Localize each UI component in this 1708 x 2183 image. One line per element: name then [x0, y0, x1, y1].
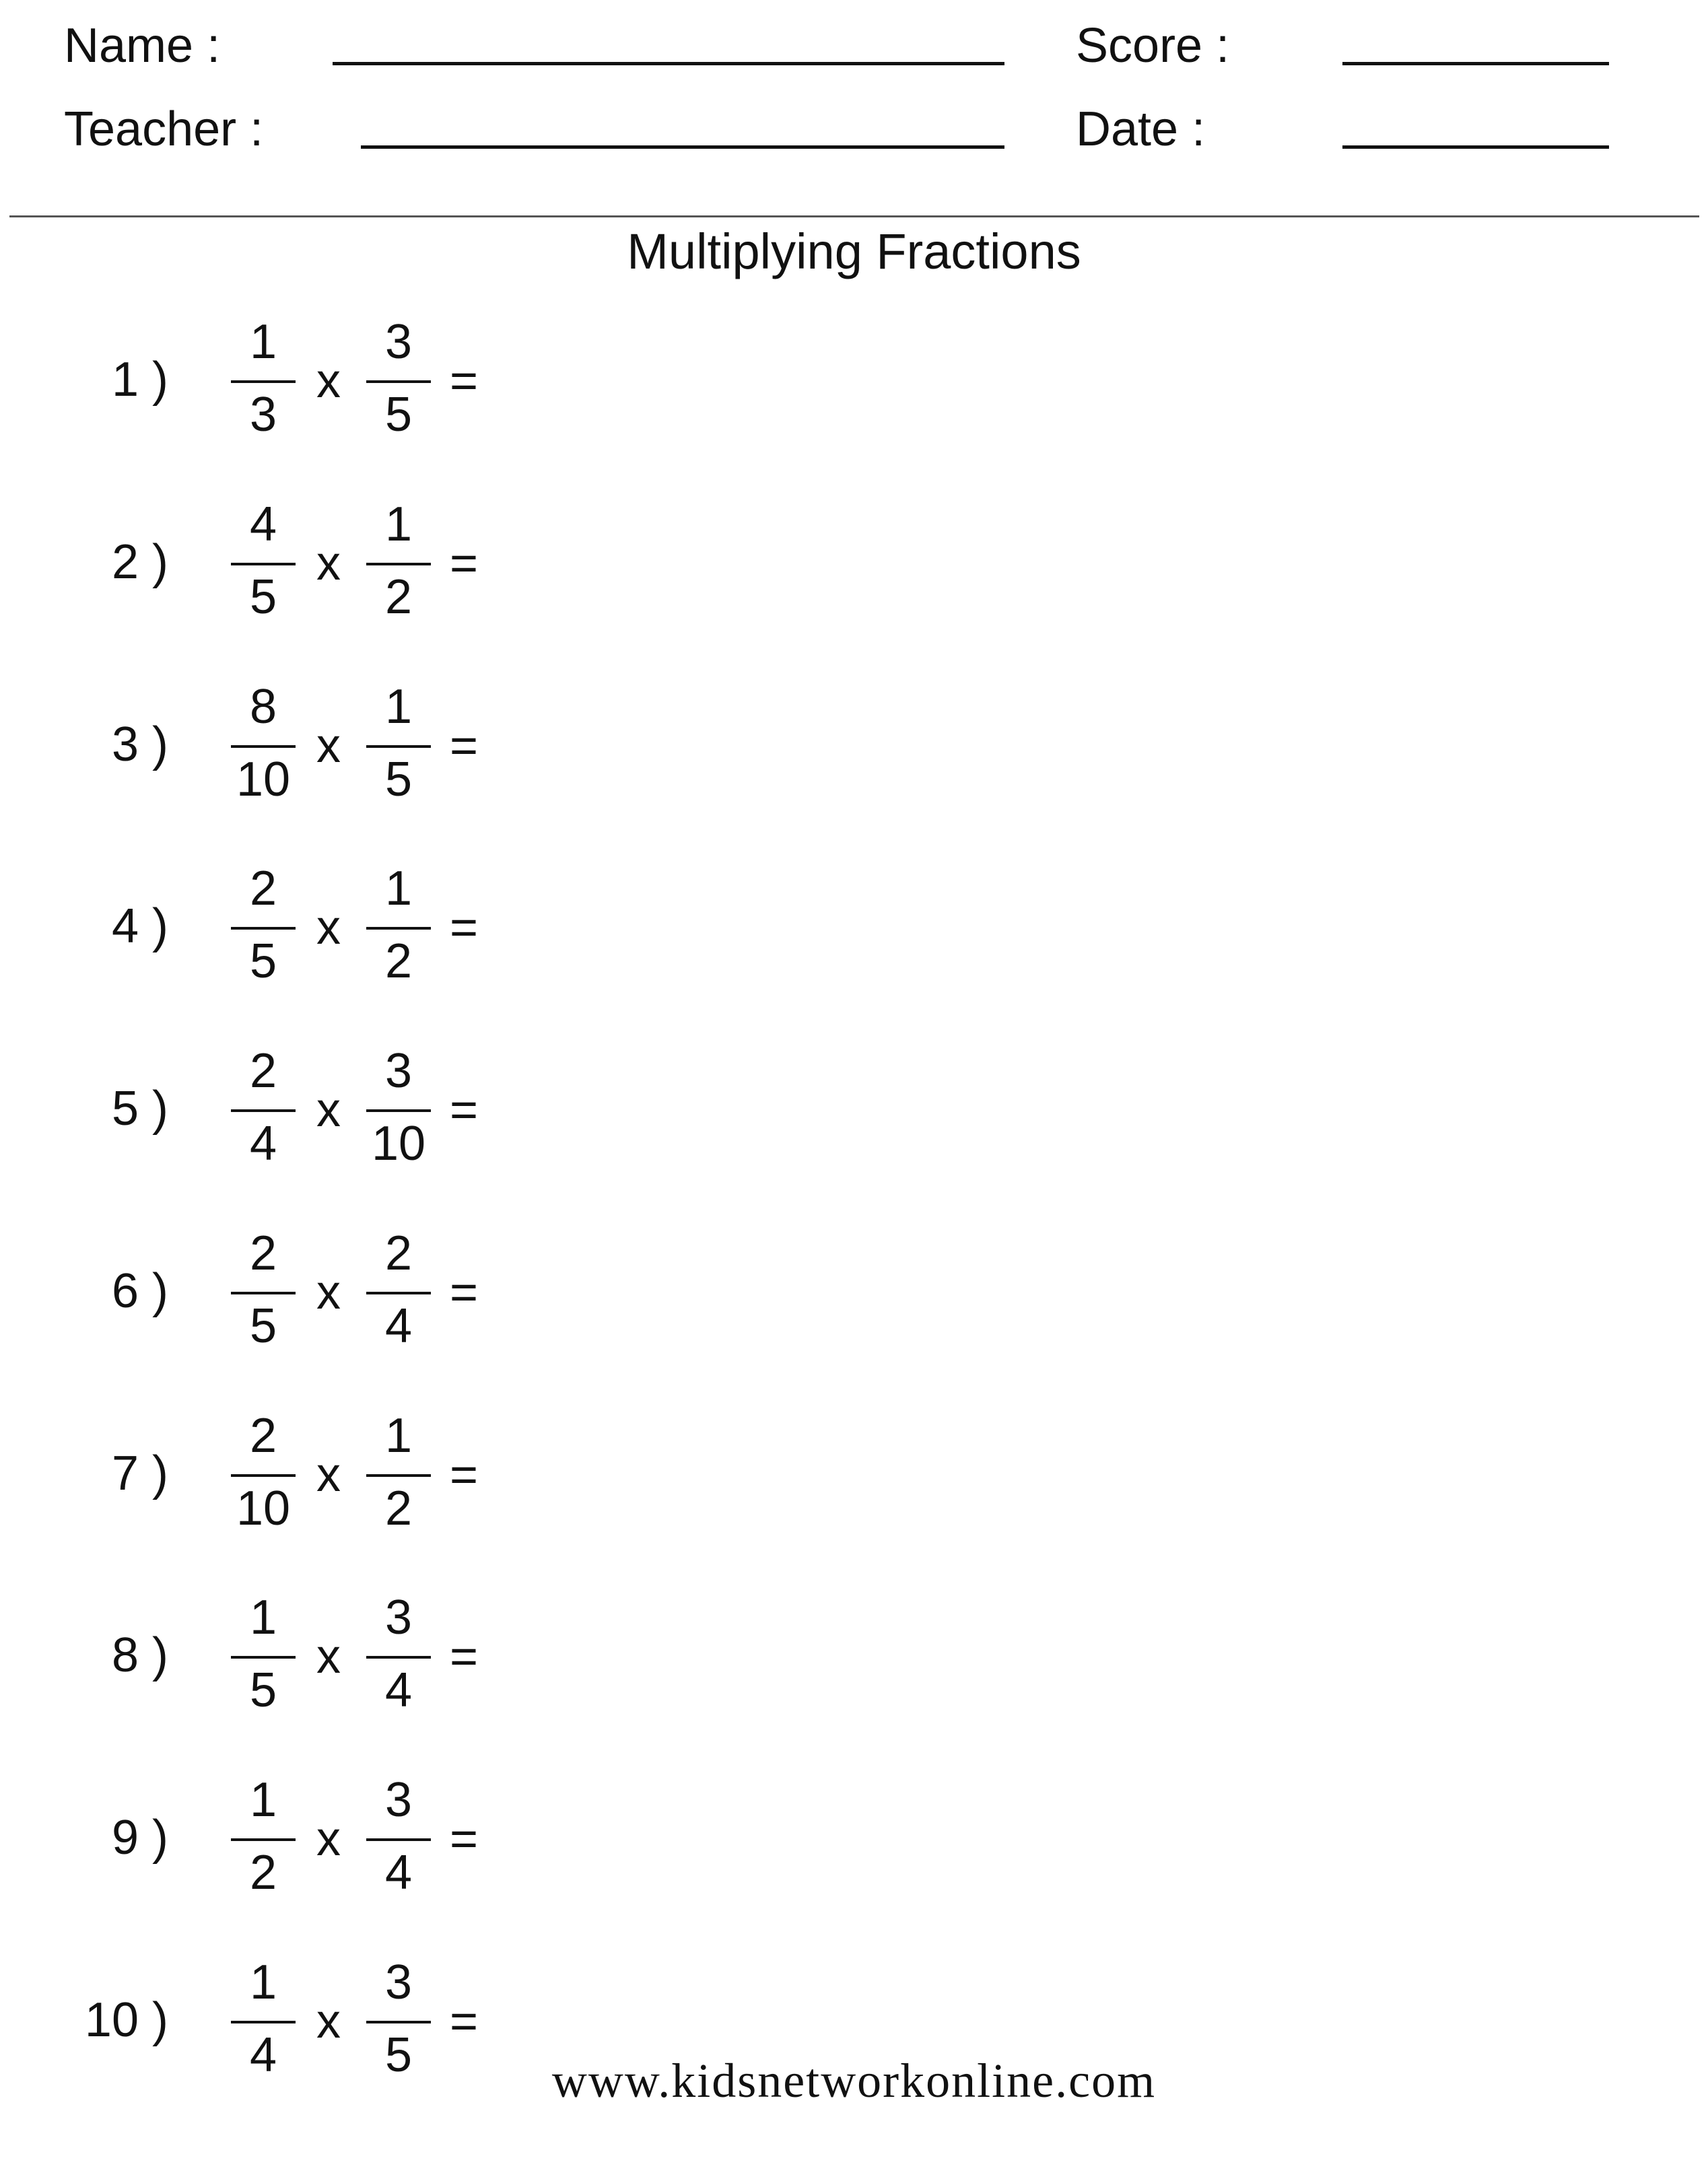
- problem-number: 3 ): [111, 718, 168, 771]
- problem-5: [0, 1044, 673, 1172]
- fraction-bar: [366, 1838, 431, 1841]
- denominator: 4: [384, 1846, 413, 1900]
- fraction-bar: [231, 745, 296, 748]
- equals-sign: =: [450, 1448, 479, 1502]
- name-label: Name :: [64, 19, 221, 73]
- times-sign: x: [316, 354, 341, 408]
- numerator: 3: [384, 1955, 413, 2009]
- equals-sign: =: [450, 719, 479, 773]
- teacher-blank-line[interactable]: [361, 145, 1004, 149]
- fraction-bar: [231, 927, 296, 930]
- numerator: 3: [384, 1773, 413, 1827]
- problem-7: [0, 1409, 673, 1537]
- fraction-bar: [366, 1292, 431, 1294]
- denominator: 5: [249, 570, 277, 624]
- fraction-a: [231, 497, 296, 625]
- numerator: 1: [384, 680, 413, 734]
- problem-number: 2 ): [111, 535, 168, 589]
- date-blank-line[interactable]: [1342, 145, 1609, 149]
- fraction-bar: [231, 1474, 296, 1477]
- fraction-bar: [366, 380, 431, 383]
- numerator: 3: [384, 1591, 413, 1644]
- equals-sign: =: [450, 1083, 479, 1137]
- fraction-a: [231, 1226, 296, 1354]
- header-divider: [9, 215, 1699, 217]
- numerator: 1: [384, 862, 413, 915]
- fraction-bar: [231, 1656, 296, 1659]
- numerator: 1: [384, 497, 413, 551]
- fraction-bar: [366, 1656, 431, 1659]
- equals-sign: =: [450, 1630, 479, 1684]
- fraction-b: [366, 315, 431, 443]
- denominator: 2: [249, 1846, 277, 1900]
- fraction-b: [366, 1044, 431, 1172]
- fraction-bar: [231, 2021, 296, 2023]
- denominator: 4: [249, 1117, 277, 1171]
- problem-number: 9 ): [111, 1811, 168, 1865]
- times-sign: x: [316, 719, 341, 773]
- problem-number: 5 ): [111, 1082, 168, 1136]
- denominator: 2: [384, 934, 413, 988]
- equals-sign: =: [450, 354, 479, 408]
- times-sign: x: [316, 1266, 341, 1319]
- fraction-a: [231, 862, 296, 990]
- equals-sign: =: [450, 1995, 479, 2048]
- denominator: 5: [249, 1663, 277, 1717]
- numerator: 4: [249, 497, 277, 551]
- numerator: 3: [384, 1044, 413, 1098]
- problem-6: [0, 1226, 673, 1354]
- numerator: 2: [249, 862, 277, 915]
- numerator: 1: [249, 1773, 277, 1827]
- fraction-bar: [366, 1109, 431, 1112]
- fraction-bar: [231, 1838, 296, 1841]
- problem-4: [0, 862, 673, 990]
- fraction-bar: [366, 2021, 431, 2023]
- numerator: 1: [384, 1409, 413, 1463]
- fraction-a: [231, 315, 296, 443]
- numerator: 2: [384, 1226, 413, 1280]
- times-sign: x: [316, 1630, 341, 1684]
- fraction-a: [231, 1591, 296, 1719]
- times-sign: x: [316, 1812, 341, 1866]
- fraction-a: [231, 1773, 296, 1901]
- fraction-b: [366, 862, 431, 990]
- problem-9: [0, 1773, 673, 1901]
- denominator: 5: [384, 2028, 413, 2082]
- score-label: Score :: [1076, 19, 1230, 73]
- times-sign: x: [316, 1448, 341, 1502]
- fraction-a: [231, 1409, 296, 1537]
- fraction-b: [366, 1226, 431, 1354]
- fraction-b: [366, 1773, 431, 1901]
- denominator: 2: [384, 570, 413, 624]
- fraction-a: [231, 680, 296, 808]
- denominator: 2: [384, 1482, 413, 1535]
- numerator: 2: [249, 1409, 277, 1463]
- numerator: 1: [249, 1591, 277, 1644]
- problem-1: [0, 315, 673, 443]
- fraction-bar: [366, 745, 431, 748]
- equals-sign: =: [450, 1266, 479, 1319]
- footer-url: www.kidsnetworkonline.com: [551, 2054, 1157, 2108]
- problem-2: [0, 497, 673, 625]
- denominator: 3: [249, 388, 277, 442]
- numerator: 2: [249, 1226, 277, 1280]
- times-sign: x: [316, 1995, 341, 2048]
- name-blank-line[interactable]: [333, 62, 1004, 65]
- date-label: Date :: [1076, 102, 1206, 156]
- numerator: 3: [384, 315, 413, 369]
- denominator: 5: [384, 753, 413, 806]
- numerator: 8: [249, 680, 277, 734]
- fraction-b: [366, 1409, 431, 1537]
- problem-8: [0, 1591, 673, 1719]
- score-blank-line[interactable]: [1342, 62, 1609, 65]
- fraction-a: [231, 1044, 296, 1172]
- fraction-bar: [366, 563, 431, 565]
- numerator: 1: [249, 1955, 277, 2009]
- problem-3: [0, 680, 673, 808]
- teacher-label: Teacher :: [64, 102, 264, 156]
- denominator: 10: [371, 1117, 426, 1171]
- numerator: 1: [249, 315, 277, 369]
- denominator: 4: [249, 2028, 277, 2082]
- denominator: 10: [236, 753, 291, 806]
- problem-number: 7 ): [111, 1447, 168, 1500]
- fraction-b: [366, 1591, 431, 1719]
- fraction-bar: [231, 1109, 296, 1112]
- fraction-b: [366, 497, 431, 625]
- numerator: 2: [249, 1044, 277, 1098]
- problem-number: 8 ): [111, 1628, 168, 1682]
- times-sign: x: [316, 901, 341, 955]
- worksheet-title: Multiplying Fractions: [627, 223, 1081, 279]
- fraction-bar: [231, 563, 296, 565]
- equals-sign: =: [450, 536, 479, 590]
- denominator: 4: [384, 1663, 413, 1717]
- fraction-bar: [231, 380, 296, 383]
- fraction-bar: [366, 1474, 431, 1477]
- equals-sign: =: [450, 901, 479, 955]
- times-sign: x: [316, 536, 341, 590]
- problem-number: 6 ): [111, 1264, 168, 1318]
- equals-sign: =: [450, 1812, 479, 1866]
- problem-number: 1 ): [111, 353, 168, 407]
- denominator: 5: [384, 388, 413, 442]
- fraction-bar: [366, 927, 431, 930]
- fraction-bar: [231, 1292, 296, 1294]
- times-sign: x: [316, 1083, 341, 1137]
- denominator: 10: [236, 1482, 291, 1535]
- denominator: 5: [249, 934, 277, 988]
- denominator: 4: [384, 1299, 413, 1353]
- fraction-b: [366, 680, 431, 808]
- denominator: 5: [249, 1299, 277, 1353]
- problem-number: 4 ): [111, 899, 168, 953]
- problem-number: 10 ): [84, 1993, 168, 2047]
